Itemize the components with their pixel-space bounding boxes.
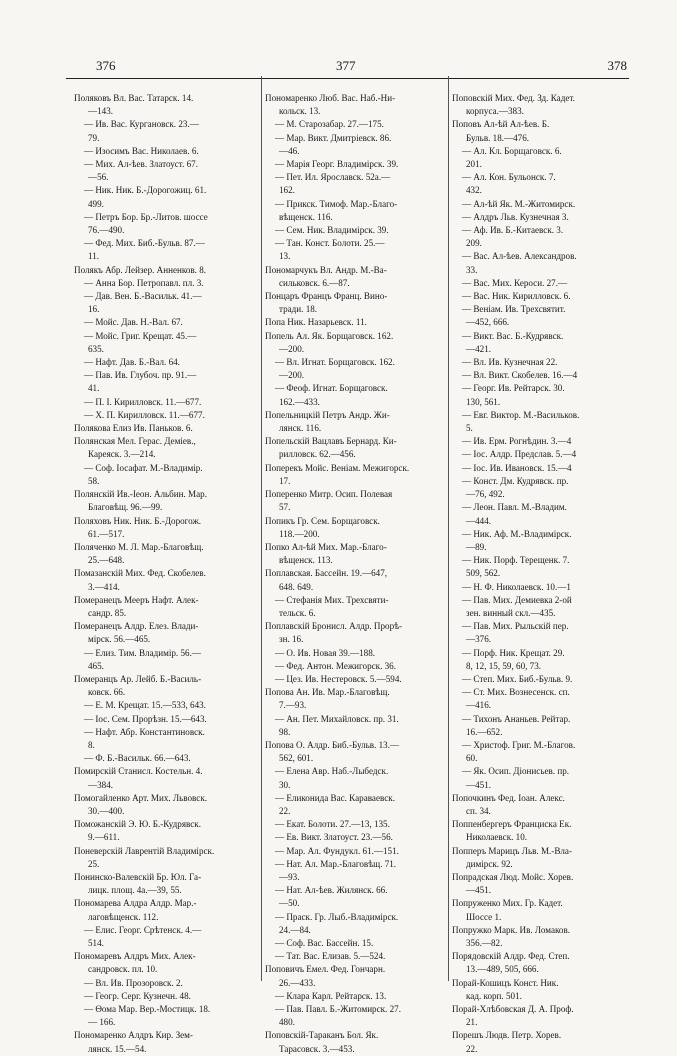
directory-entry: Порешъ Людв. Петр. Хорев. (452, 1030, 562, 1041)
directory-entry-continuation: 509, 562. (466, 568, 501, 579)
directory-entry-continuation: 162. (279, 185, 295, 196)
directory-entry-continuation: 130, 561. (466, 396, 501, 407)
directory-subentry: — Степ. Мих. Биб.-Бульв. 9. (462, 673, 573, 684)
directory-subentry: — Ст. Мих. Вознесенск. сп. (462, 687, 570, 698)
directory-subentry: — Іос. Ив. Ивановск. 15.—4 (462, 462, 572, 473)
directory-subentry: — Н. Ф. Николаевск. 10.—1 (462, 581, 571, 592)
directory-entry-continuation: —93. (279, 871, 300, 882)
directory-subentry: — Вл. Викт. Скобелев. 16.—4 (462, 370, 578, 381)
directory-subentry: — Соф. Вас. Бассейн. 15. (275, 938, 374, 948)
directory-entry: Попельскій Вацлавъ Бернард. Ки- (265, 436, 397, 447)
directory-subentry: — Як. Осип. Діонисьев. пр. (462, 766, 570, 777)
page-header (66, 56, 629, 79)
directory-entry: Попа Ник. Назарьевск. 11. (265, 317, 367, 328)
directory-entry-continuation: —143. (88, 106, 114, 117)
directory-entry-continuation: —376. (466, 634, 492, 645)
directory-subentry: — М. Старозабар. 27.—175. (275, 119, 384, 130)
directory-subentry: — Фед. Мих. Биб.-Бульв. 87.— (84, 238, 205, 249)
directory-entry-continuation: лаговѣщенск. 112. (88, 911, 159, 922)
directory-entry-continuation: 76.—490. (88, 225, 125, 236)
directory-entry-continuation: —200. (279, 370, 305, 381)
directory-entry-continuation: —452, 666. (466, 317, 510, 328)
directory-entry-continuation: Кареяск. 3.—214. (88, 449, 156, 460)
directory-entry-continuation: —50. (279, 898, 300, 909)
directory-subentry: — Х. П. Кирилловск. 11.—677. (84, 409, 205, 420)
directory-subentry: — Тихонъ Ананьев. Рейтар. (462, 713, 571, 724)
directory-subentry: — Нат. Ал. Мар.-Благовѣщ. 71. (275, 858, 397, 869)
directory-subentry: — Вас. Ал-ѣев. Александров. (462, 251, 577, 262)
directory-subentry: — Вас. Ник. Кирилловск. 6. (462, 291, 571, 302)
directory-entry-continuation: 16. (88, 304, 100, 315)
directory-subentry: — Праск. Гр. Лыб.-Владимірск. (275, 911, 399, 922)
directory-entry: Попруженко Мих. Гр. Кадет. (452, 898, 563, 909)
directory-entry: Помогайленко Арт. Мих. Львовск. (74, 792, 208, 803)
directory-entry-continuation: 61.—517. (88, 528, 125, 539)
directory-entry: Помирскій Станисл. Костельн. 4. (74, 766, 203, 777)
directory-subentry: — Дав. Вен. Б.-Васильк. 41.— (84, 291, 202, 302)
directory-entry: Поплавская. Бассейн. 19.—647, (265, 568, 388, 579)
directory-entry-continuation: 13. (279, 251, 291, 262)
directory-entry-continuation: 465. (88, 660, 104, 671)
directory-entry: Попова Ан. Ив. Мар.-Благовѣщ. (265, 687, 390, 698)
directory-entry: Попко Ал-ѣй Мих. Мар.-Благо- (265, 541, 387, 552)
directory-entry-continuation: 3.—414. (88, 581, 120, 592)
directory-subentry: — Анна Бор. Петропавл. пл. 3. (84, 277, 204, 288)
directory-entry: Поляченко М. Л. Мар.-Благовѣщ. (74, 541, 204, 552)
directory-entry: Пономарчукъ Вл. Андр. М.-Ва- (265, 264, 387, 275)
column-1 (74, 92, 257, 1056)
page-number-center: 377 (336, 58, 356, 73)
directory-subentry: — Цез. Ив. Нестеровск. 5.—594. (275, 673, 402, 684)
directory-entry-continuation: Тарасовск. 3.—453. (279, 1043, 355, 1054)
directory-subentry: — Фед. Антон. Межигорск. 36. (275, 660, 397, 671)
directory-entry-continuation: сандр. 85. (88, 607, 127, 618)
directory-subentry: — Алдръ Льв. Кузнечная 3. (462, 211, 569, 222)
directory-subentry: — Георг. Ив. Рейтарск. 30. (462, 383, 565, 394)
directory-entry-continuation: 26.—433. (279, 977, 316, 988)
directory-subentry: — Ник. Аф. М.-Владимірск. (462, 528, 572, 539)
directory-entry-continuation: 8. (88, 739, 95, 750)
directory-subentry: — Іос. Сем. Прорѣзн. 15.—643. (84, 713, 207, 724)
directory-subentry: — Пет. Ил. Ярославск. 52а.— (275, 172, 391, 183)
directory-entry: Порядовскій Алдр. Фед. Степ. (452, 951, 570, 962)
directory-entry: Пономаренко Алдръ Кир. Зем- (74, 1030, 193, 1041)
directory-entry-continuation: 21. (466, 1017, 478, 1028)
directory-entry-continuation: сп. 34. (466, 805, 491, 816)
directory-entry-continuation: 11. (88, 251, 100, 262)
directory-entry: Поппенбергеръ Францискa Ек. (452, 819, 572, 830)
directory-subentry: — Соф. Іосафат. М.-Владимір. (84, 462, 203, 473)
directory-subentry: — Тат. Вас. Елизав. 5.—524. (275, 951, 386, 962)
directory-entry: Поповскій Мих. Фед. Зд. Кадет. (452, 93, 575, 103)
directory-entry-continuation: 30. (279, 779, 291, 790)
directory-entry-continuation: 8, 12, 15, 59, 60, 73. (466, 660, 542, 671)
directory-entry: Помазанскій Мих. Фед. Скобелев. (74, 568, 206, 579)
directory-entry-continuation: кад. корп. 501. (466, 990, 522, 1001)
directory-subentry: — Ив. Вас. Кургановск. 23.— (84, 119, 199, 130)
directory-entry-continuation: 514. (88, 938, 104, 948)
directory-entry: Поляховъ Ник. Ник. Б.-Дорогож. (74, 515, 202, 526)
column-divider (448, 76, 449, 981)
directory-subentry: — Порф. Ник. Крещат. 29. (462, 647, 565, 658)
directory-entry-continuation: Шоссе 1. (466, 911, 502, 922)
directory-entry: Померанецъ Мееръ Нафт. Алек- (74, 594, 199, 605)
directory-subentry: — Сем. Ник. Владимірск. 39. (275, 225, 389, 236)
directory-subentry: — Ан. Пет. Михайловск. пр. 31. (275, 713, 399, 724)
directory-entry-continuation: 648. 649. (279, 581, 314, 592)
directory-subentry: — Ив. Ерм. Рогнѣдин. 3.—4 (462, 436, 572, 447)
directory-entry-continuation: 58. (88, 475, 100, 486)
directory-subentry: — Ник. Ник. Б.-Дорогожиц. 61. (84, 185, 207, 196)
directory-subentry: — Марія Георг. Владимірск. 39. (275, 159, 399, 170)
directory-entry-continuation: 33. (466, 264, 478, 275)
directory-entry-continuation: 79. (88, 132, 100, 143)
directory-entry-continuation: —421. (466, 343, 492, 354)
directory-entry-continuation: —56. (88, 172, 109, 183)
directory-entry-continuation: 57. (279, 502, 291, 513)
directory-subentry: — Петръ Бор. Бр.-Литов. шоссе (84, 211, 208, 222)
directory-subentry: — Вл. Игнат. Борщаговск. 162. (275, 357, 395, 368)
directory-entry-continuation: тради. 18. (279, 304, 318, 315)
directory-entry-continuation: кольск. 13. (279, 106, 321, 117)
directory-subentry: — Изосимъ Вас. Николаев. 6. (84, 145, 199, 156)
directory-entry-continuation: —416. (466, 700, 492, 711)
directory-subentry: — Леон. Павл. М.-Владим. (462, 502, 567, 513)
directory-entry-continuation: 162.—433. (279, 396, 320, 407)
directory-entry-continuation: мірск. 56.—465. (88, 634, 151, 645)
directory-entry-continuation: 9.—611. (88, 832, 120, 843)
directory-subentry: — Ал. Кон. Бульонск. 7. (462, 172, 556, 183)
directory-entry: Поповичъ Емел. Фед. Гончарн. (265, 964, 386, 975)
directory-entry-continuation: 30.—400. (88, 805, 125, 816)
directory-subentry: — Стефанія Мих. Трехсвяти- (275, 594, 389, 605)
directory-entry-continuation: лянск. 116. (279, 423, 322, 434)
directory-entry-continuation: 201. (466, 159, 482, 170)
directory-subentry: — Евг. Виктор. М.-Васильков. (462, 409, 580, 420)
directory-entry: Поповскій-Тараканъ Бол. Як. (265, 1030, 379, 1041)
directory-entry-continuation: зн. 16. (279, 634, 304, 645)
directory-entry-continuation: вѣщенск. 116. (279, 211, 333, 222)
directory-entry-continuation: Бульв. 18.—476. (466, 132, 530, 143)
directory-entry-continuation: 17. (279, 475, 291, 486)
page-number-right: 378 (607, 58, 627, 73)
directory-entry-continuation: 432. (466, 185, 482, 196)
directory-subentry: — Клара Карл. Рейтарск. 13. (275, 990, 387, 1001)
directory-entry-continuation: —444. (466, 515, 492, 526)
directory-subentry: — Ф. Б.-Васильк. 66.—643. (84, 753, 191, 764)
directory-entry-continuation: 118.—200. (279, 528, 320, 539)
column-3 (452, 92, 630, 1056)
page-number-left: 376 (96, 58, 116, 73)
directory-entry: Порай-Хлѣбовская Д. А. Проф. (452, 1004, 574, 1015)
directory-entry-continuation: —384. (88, 779, 114, 790)
directory-subentry: — Е. М. Крещат. 15.—533, 643. (84, 700, 206, 711)
directory-subentry: — Пав. Ив. Глубоч. пр. 91.— (84, 370, 197, 381)
directory-entry-continuation: 7.—93. (279, 700, 307, 711)
directory-entry: Пономаренко Люб. Вас. Наб.-Ни- (265, 93, 396, 103)
directory-subentry: — Мар. Викт. Дмитріевск. 86. (275, 132, 392, 143)
directory-entry: Полянскій Ив.-Іеон. Альбин. Мар. (74, 489, 207, 500)
directory-entry: Попикъ Гр. Сем. Борщаговск. (265, 515, 380, 526)
directory-entry-continuation: тельск. 6. (279, 607, 316, 618)
directory-entry: Понцаръ Францъ Франц. Вино- (265, 291, 388, 302)
directory-subentry: — Елис. Георг. Срѣтенск. 4.— (84, 924, 202, 935)
directory-subentry: — Нат. Ал-ѣев. Жилянск. 66. (275, 885, 388, 896)
directory-entry: Поперенко Митр. Осип. Полевая (265, 489, 393, 500)
directory-entry-continuation: 480. (279, 1017, 295, 1028)
directory-subentry: — Вл. Ив. Кузнечная 22. (462, 357, 558, 368)
directory-entry-continuation: 60. (466, 753, 478, 764)
directory-entry-continuation: Николаевск. 10. (466, 832, 528, 843)
directory-subentry: — Нафт. Абр. Константиновск. (84, 726, 205, 737)
directory-entry: Попова О. Алдр. Биб.-Бульв. 13.— (265, 739, 400, 750)
directory-entry: Понинско-Валевскій Бр. Юл. Га- (74, 871, 202, 882)
directory-entry-continuation: —89. (466, 541, 487, 552)
directory-subentry: — Веніам. Ив. Трехсвятит. (462, 304, 566, 315)
directory-entry: Полянская Мел. Герас. Деміев., (74, 436, 196, 447)
directory-entry-continuation: ковск. 66. (88, 687, 126, 698)
directory-subentry: — Геогр. Серг. Кузнечн. 48. (84, 990, 191, 1001)
directory-entry: Порай-Кошицъ Конст. Ник. (452, 977, 559, 988)
directory-entry-continuation: 22. (279, 805, 291, 816)
directory-subentry: — Іос. Алдр. Предслав. 5.—4 (462, 449, 577, 460)
directory-subentry: — Пав. Павл. Б.-Житомирск. 27. (275, 1004, 401, 1015)
directory-entry-continuation: —200. (279, 343, 305, 354)
directory-subentry: — О. Ив. Новая 39.—188. (275, 647, 376, 658)
directory-entry-continuation: лянск. 15.—54. (88, 1043, 147, 1054)
directory-entry-continuation: лицк. площ. 4а.—39, 55. (88, 885, 182, 896)
directory-entry: Поповъ Ал-ѣй Ал-ѣев. Б. (452, 119, 550, 130)
directory-entry-continuation: —451. (466, 885, 492, 896)
directory-entry: Поплавскій Бронисл. Алдр. Прорѣ- (265, 621, 403, 632)
directory-entry: Пономарева Алдра Алдр. Мар.- (74, 898, 197, 909)
directory-subentry: — Ѳома Мар. Вер.-Мостицк. 18. (84, 1004, 211, 1015)
directory-subentry: — Еликонида Вас. Караваевск. (275, 792, 395, 803)
directory-subentry: — Ал-ѣй Як. М.-Житомирск. (462, 198, 576, 209)
directory-entry-continuation: —451. (466, 779, 492, 790)
directory-entry: Пономаревъ Алдръ Мих. Алек- (74, 951, 196, 962)
directory-subentry: — Елиз. Тим. Владимір. 56.— (84, 647, 201, 658)
directory-entry: Поможанскій Э. Ю. Б.-Кудрявск. (74, 819, 201, 830)
directory-subentry: — Тан. Конст. Болоти. 25.— (275, 238, 385, 249)
directory-subentry: — Мар. Ал. Фундукл. 61.—151. (275, 845, 399, 856)
directory-entry-continuation: 356.—82. (466, 938, 503, 948)
directory-subentry: — Христоф. Григ. М.-Благов. (462, 739, 576, 750)
directory-subentry: — Аф. Ив. Б.-Китаевск. 3. (462, 225, 564, 236)
directory-entry-continuation: Благовѣщ. 96.—99. (88, 502, 163, 513)
directory-subentry: — Ев. Викт. Златоуст. 23.—56. (275, 832, 393, 843)
directory-entry-continuation: — 166. (88, 1017, 116, 1028)
directory-entry-continuation: 24.—84. (279, 924, 311, 935)
directory-entry: Полякова Елиз Ив. Паньков. 6. (74, 423, 193, 434)
directory-entry: Попперъ Марицъ Льв. М.-Вла- (452, 845, 572, 856)
directory-subentry: — Конст. Дм. Кудрявск. пр. (462, 475, 569, 486)
column-divider (261, 76, 262, 981)
directory-entry-continuation: 98. (279, 726, 291, 737)
directory-entry: Попельницкій Петръ Андр. Жи- (265, 409, 390, 420)
directory-entry: Попель Ал. Як. Борщаговск. 162. (265, 330, 394, 341)
directory-entry-continuation: 16.—652. (466, 726, 503, 737)
directory-entry-continuation: корпуса.—383. (466, 106, 524, 117)
directory-entry-continuation: 25. (88, 858, 100, 869)
directory-entry-continuation: 635. (88, 343, 104, 354)
directory-entry-continuation: димірск. 92. (466, 858, 513, 869)
directory-entry: Поперекъ Мойс. Веніам. Межигорск. (265, 462, 410, 473)
directory-subentry: — Екат. Болоти. 27.—13, 135. (275, 819, 390, 830)
directory-subentry: — П. І. Кирилловск. 11.—677. (84, 396, 202, 407)
directory-entry: Поляковъ Вл. Вас. Татарск. 14. (74, 93, 194, 103)
directory-subentry: — Феоф. Игнат. Борщаговск. (275, 383, 388, 394)
directory-entry-continuation: 562, 601. (279, 753, 314, 764)
directory-entry: Попружко Марк. Ив. Ломаков. (452, 924, 571, 935)
directory-subentry: — Мойс. Григ. Крещат. 45.— (84, 330, 197, 341)
directory-entry-continuation: 41. (88, 383, 100, 394)
directory-subentry: — Викт. Вас. Б.-Кудрявск. (462, 330, 564, 341)
directory-subentry: — Нафт. Дав. Б.-Вал. 64. (84, 357, 180, 368)
directory-entry-continuation: 22. (466, 1043, 478, 1054)
directory-entry: Померанецъ Алдр. Елез. Влади- (74, 621, 199, 632)
directory-subentry: — Прикск. Тимоф. Мар.-Благо- (275, 198, 398, 209)
directory-entry: Попрадская Люд. Мойс. Хорев. (452, 871, 574, 882)
directory-entry: Попочкинъ Фед. Іоан. Алекс. (452, 792, 565, 803)
directory-entry-continuation: 5. (466, 423, 473, 434)
directory-subentry: — Мих. Ал-ѣев. Златоуст. 67. (84, 159, 198, 170)
directory-entry-continuation: вѣщенск. 113. (279, 555, 333, 566)
directory-entry-continuation: —76, 492. (466, 489, 505, 500)
directory-entry: Померанцъ Ар. Лейб. Б.-Василь- (74, 673, 202, 684)
directory-entry-continuation: 499. (88, 198, 104, 209)
directory-subentry: — Вл. Ив. Прозоровск. 2. (84, 977, 183, 988)
directory-entry: Полякъ Абр. Лейзер. Анненков. 8. (74, 264, 207, 275)
directory-entry-continuation: —46. (279, 145, 300, 156)
directory-subentry: — Ал. Кл. Борщаговск. 6. (462, 145, 562, 156)
directory-subentry: — Вас. Мих. Кероси. 27.— (462, 277, 568, 288)
directory-entry-continuation: 25.—648. (88, 555, 125, 566)
directory-subentry: — Пав. Мих. Рыльскій пер. (462, 621, 569, 632)
column-2 (265, 92, 445, 1056)
directory-entry-continuation: сильковск. 6.—87. (279, 277, 350, 288)
directory-entry-continuation: рилловск. 62.—456. (279, 449, 356, 460)
directory-entry-continuation: 13.—489, 505, 666. (466, 964, 539, 975)
directory-entry-continuation: 209. (466, 238, 482, 249)
directory-subentry: — Елена Авр. Наб.-Лыбедск. (275, 766, 389, 777)
directory-entry-continuation: сандровск. пл. 10. (88, 964, 158, 975)
directory-subentry: — Пав. Мих. Демиевка 2-ой (462, 594, 572, 605)
directory-entry: Поневерскій Лаврентій Владимірск. (74, 845, 215, 856)
directory-entry-continuation: зен. винный скл.—435. (466, 607, 556, 618)
directory-subentry: — Мойс. Дав. Н.-Вал. 67. (84, 317, 183, 328)
directory-subentry: — Ник. Порф. Терещенк. 7. (462, 555, 570, 566)
